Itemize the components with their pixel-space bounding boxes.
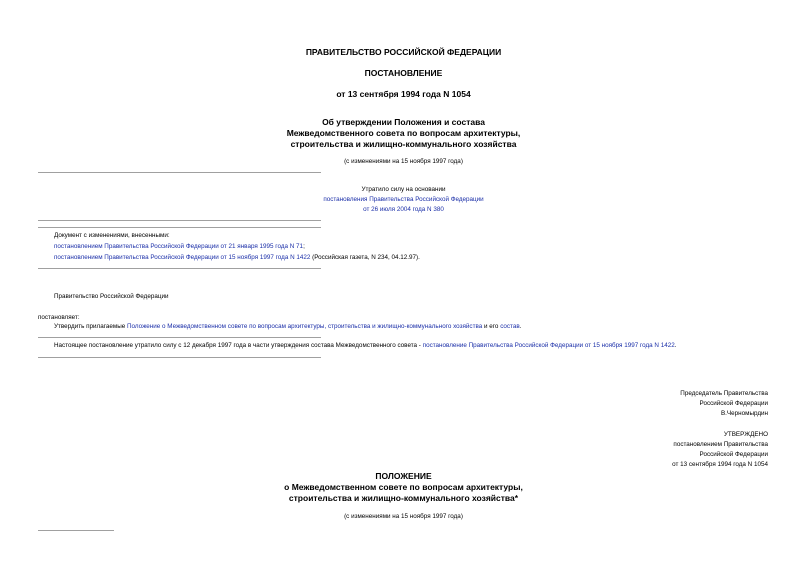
signature-line-2: Российской Федерации — [699, 400, 768, 407]
note-link[interactable]: постановление Правительства Российской Федерации от 15 ноября 1997 года N 1422 — [422, 342, 675, 349]
divider — [38, 337, 321, 338]
approve-mid: и его — [482, 323, 501, 330]
approve-prefix: Утвердить прилагаемые — [54, 323, 127, 330]
doc-title-line-1: Об утверждении Положения и состава — [322, 117, 485, 127]
approved-line-4: от 13 сентября 1994 года N 1054 — [672, 461, 768, 468]
regulation-title: ПОЛОЖЕНИЕ — [375, 471, 432, 481]
doc-date-number: от 13 сентября 1994 года N 1054 — [336, 89, 471, 99]
regulation-subtitle-2: строительства и жилищно-коммунального хозяйства* — [288, 493, 519, 503]
divider — [38, 172, 321, 173]
amendment-item — [54, 243, 305, 250]
regulation-subtitle-1: о Межведомственном совете по вопросам архитектуры, — [284, 482, 523, 492]
composition-link[interactable]: состав — [500, 323, 520, 330]
divider — [38, 227, 321, 228]
doc-type: ПОСТАНОВЛЕНИЕ — [364, 68, 443, 78]
amendment-item — [54, 254, 420, 261]
lost-force-link-2[interactable]: от 26 июля 2004 года N 380 — [363, 206, 444, 213]
amendment-link-2[interactable]: постановлением Правительства Российской Федерации от 15 ноября 1997 года N 1422 — [54, 254, 311, 261]
note-end: . — [674, 342, 677, 349]
divider — [38, 220, 321, 221]
amendment-tail-1: ; — [303, 243, 305, 250]
approved-line-3: Российской Федерации — [699, 451, 768, 458]
approved-line-1: УТВЕРЖДЕНО — [723, 431, 768, 438]
approve-end: . — [519, 323, 522, 330]
approved-line-2: постановлением Правительства — [673, 441, 768, 448]
signature-name: В.Черномырдин — [720, 410, 768, 417]
divider — [38, 357, 321, 358]
footnote-divider — [38, 530, 114, 531]
divider — [38, 268, 321, 269]
lost-force-line: Утратило силу на основании — [361, 186, 446, 193]
resolves-text: постановляет: — [38, 314, 80, 321]
changes-note: (с изменениями на 15 ноября 1997 года) — [344, 158, 463, 165]
amendment-link-1[interactable]: постановлением Правительства Российской Федерации от 21 января 1995 года N 71 — [54, 243, 304, 250]
doc-title-line-2: Межведомственного совета по вопросам архитектуры, — [286, 128, 521, 138]
doc-title-line-3: строительства и жилищно-коммунального хозяйства — [290, 139, 517, 149]
government-heading: ПРАВИТЕЛЬСТВО РОССИЙСКОЙ ФЕДЕРАЦИИ — [305, 47, 502, 57]
signature-line-1: Председатель Правительства — [680, 390, 768, 397]
note-paragraph — [54, 342, 676, 349]
note-prefix: Настоящее постановление утратило силу с 12 декабря 1997 года в части утверждения состава Межведомственного совета - — [54, 342, 423, 349]
amendment-tail-2: (Российская газета, N 234, 04.12.97). — [310, 254, 420, 261]
regulation-changes-note: (с изменениями на 15 ноября 1997 года) — [344, 513, 463, 520]
government-line: Правительство Российской Федерации — [54, 293, 169, 300]
approve-paragraph — [54, 323, 521, 330]
regulation-link[interactable]: Положение о Межведомственном совете по вопросам архитектуры, строительства и жилищно-коммунального хозяйства — [127, 323, 483, 330]
lost-force-link-1[interactable]: постановления Правительства Российской Федерации — [323, 196, 484, 203]
amendments-intro: Документ с изменениями, внесенными: — [54, 232, 170, 239]
